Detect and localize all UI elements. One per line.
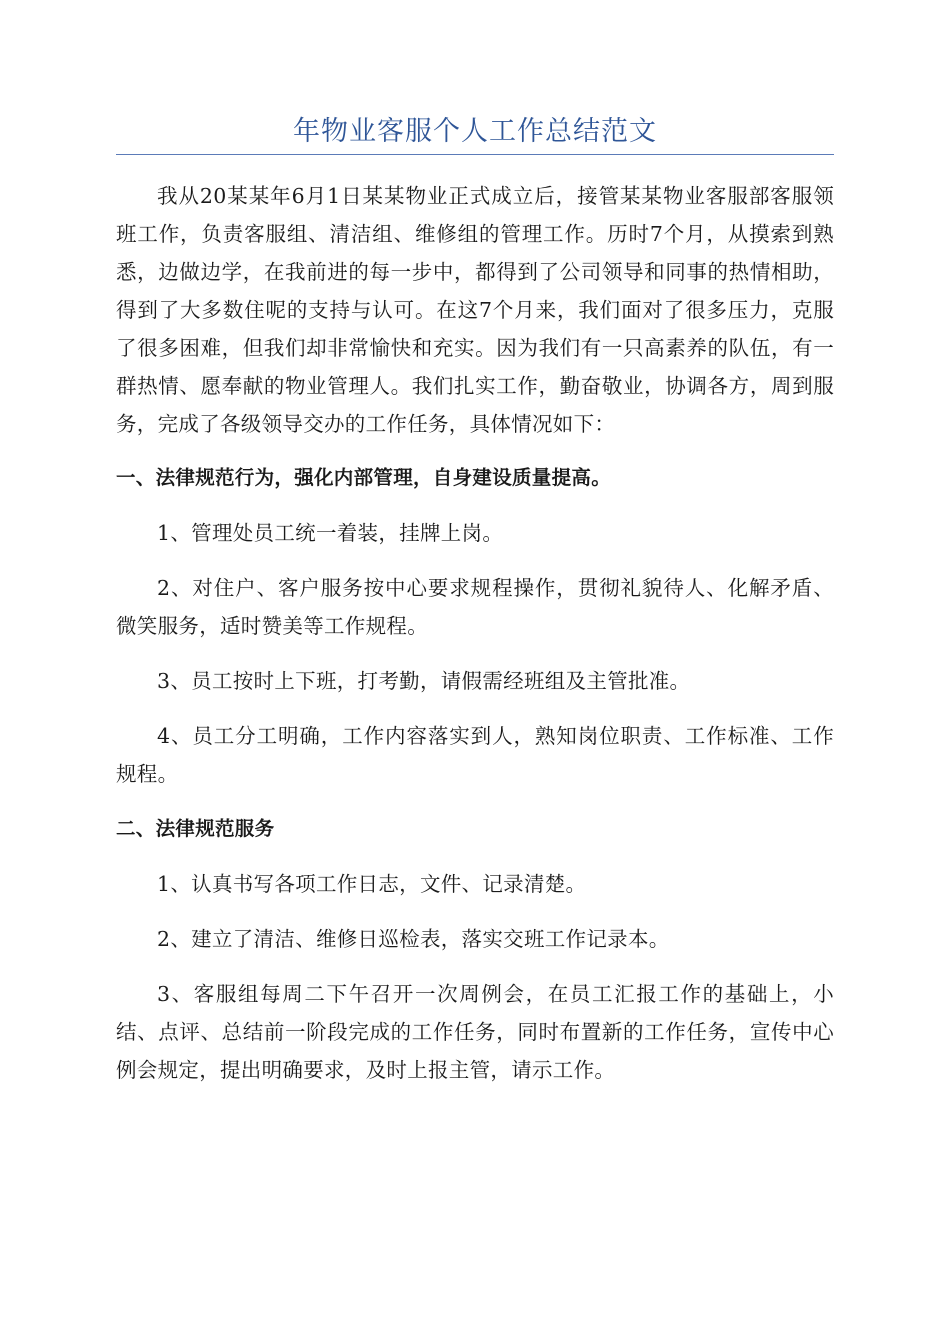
section-heading: 二、法律规范服务 bbox=[116, 817, 275, 840]
list-item: 3、客服组每周二下午召开一次周例会，在员工汇报工作的基础上，小结、点评、总结前一阶段完成的工作任务，同时布置新的工作任务，宣传中心例会规定，提出明确要求，及时上报主管，请示工作。 bbox=[116, 982, 834, 1082]
list-item: 3、员工按时上下班，打考勤，请假需经班组及主管批准。 bbox=[157, 669, 691, 693]
section-heading: 一、法律规范行为，强化内部管理，自身建设质量提高。 bbox=[116, 466, 612, 489]
title-underline bbox=[116, 154, 834, 155]
document-body bbox=[116, 112, 834, 1106]
list-item: 2、建立了清洁、维修日巡检表，落实交班工作记录本。 bbox=[157, 927, 670, 951]
list-item: 4、员工分工明确，工作内容落实到人，熟知岗位职责、工作标准、工作规程。 bbox=[116, 724, 834, 786]
section-1 bbox=[116, 459, 834, 793]
document-title: 年物业客服个人工作总结范文 bbox=[293, 116, 657, 147]
list-item: 2、对住户、客户服务按中心要求规程操作，贯彻礼貌待人、化解矛盾、微笑服务，适时赞美等工作规程。 bbox=[116, 576, 834, 638]
section-2 bbox=[116, 810, 834, 1089]
intro-paragraph: 我从20某某年6月1日某某物业正式成立后，接管某某物业客服部客服领班工作，负责客服组、清洁组、维修组的管理工作。历时7个月，从摸索到熟悉，边做边学，在我前进的每一步中，都得到了公司领导和同事的热情相助，得到了大多数住呢的支持与认可。在这7个月来，我们面对了很多压力，克服了很多困难，但我们却非常愉快和充实。因为我们有一只高素养的队伍，有一群热情、愿奉献的物业管理人。我们扎实工作，勤奋敬业，协调各方，周到服务，完成了各级领导交办的工作任务，具体情况如下： bbox=[116, 184, 834, 436]
list-item: 1、管理处员工统一着装，挂牌上岗。 bbox=[157, 521, 504, 545]
list-item: 1、认真书写各项工作日志，文件、记录清楚。 bbox=[157, 872, 587, 896]
